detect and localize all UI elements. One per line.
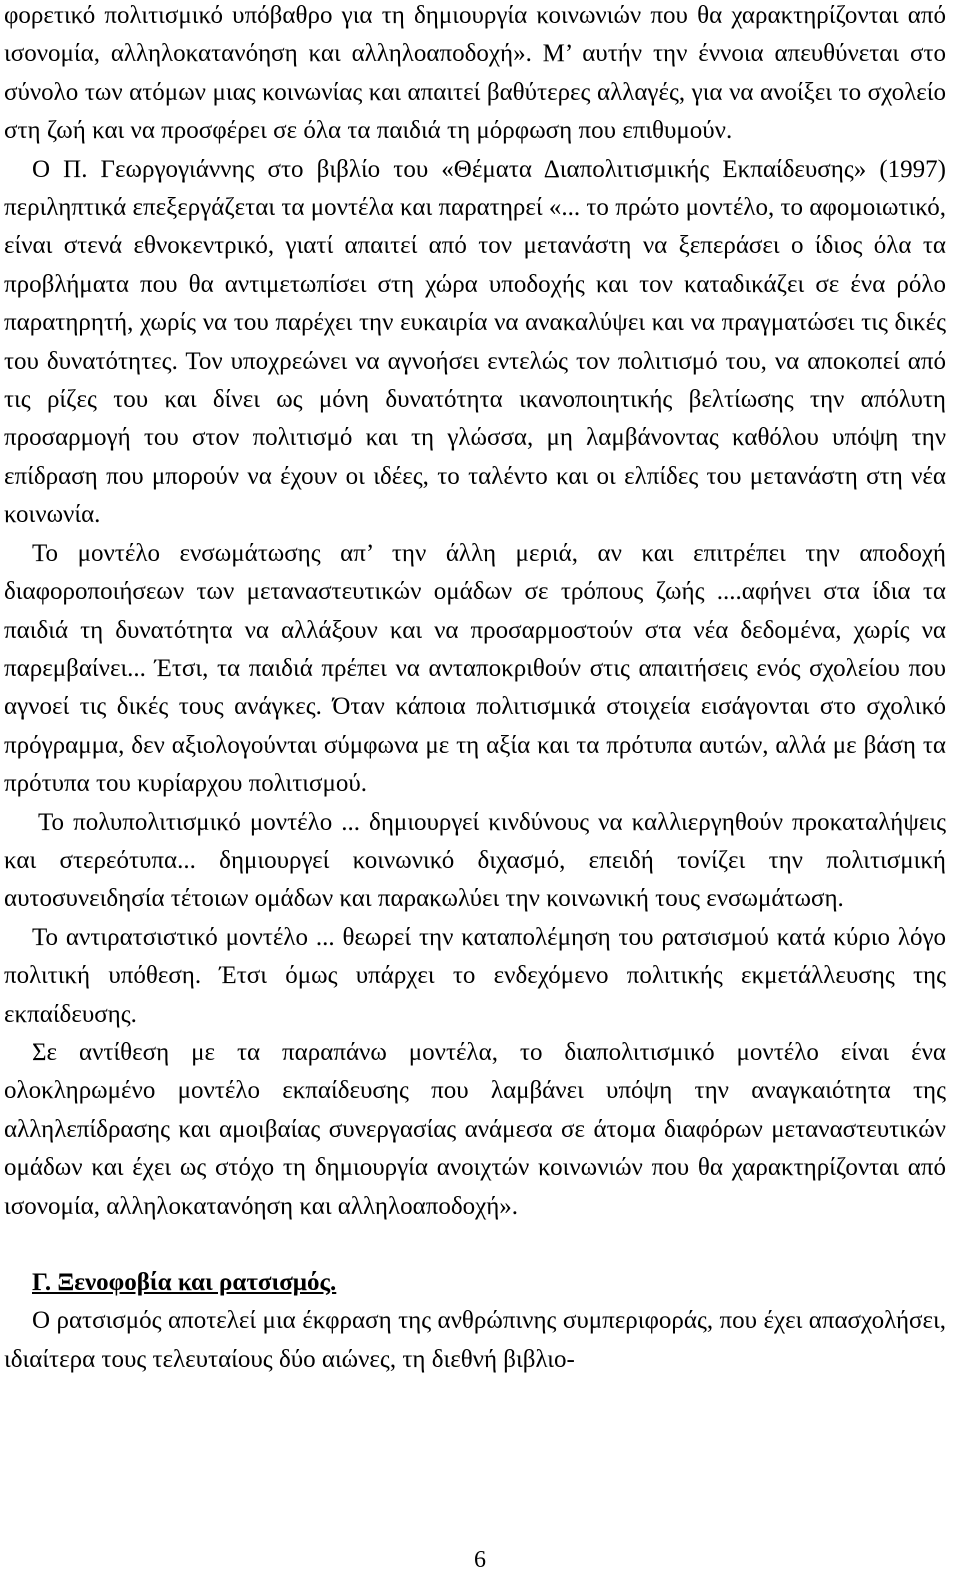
paragraph-antiracist-model: Το αντιρατσιστικό μοντέλο ... θεωρεί την καταπολέμηση του ρατσισμού κατά κύριο λόγο πολιτική υπόθεση. Έτσι όμως υπάρχει το ενδεχόμενο πολιτικής εκμετάλλευσης της εκπαίδευσης. [4, 923, 946, 1028]
page-number: 6 [474, 1547, 486, 1573]
section-heading-text: Γ. Ξενοφοβία και ρατσισμός. [32, 1269, 337, 1296]
paragraph-georgogiannis-models: Ο Π. Γεωργογιάννης στο βιβλίο του «Θέματα Διαπολιτισμικής Εκπαίδευσης» (1997) περιληπτικά επεξεργάζεται τα μοντέλα και παρατηρεί «... το πρώτο μοντέλο, το αφομοιωτικό, είναι στενά εθνοκεντρικό, γιατί απαιτεί από τον μετανάστη να ξεπεράσει ο ίδιος όλα τα προβλήματα που θα αντιμετωπίσει στη χώρα υποδοχής και τον καταδικάζει σε ένα ρόλο παρατηρητή, χωρίς να του παρέχει την ευκαιρία να ανακαλύψει και να πραγματώσει τις δικές του δυνατότητες. Τον υποχρεώνει να αγνοήσει εντελώς τον πολιτισμό του, να αποκοπεί από τις ρίζες του και δίνει ως μόνη δυνατότητα ικανοποιητικής βελτίωσης την απόλυτη προσαρμογή του στον πολιτισμό και τη γλώσσα, μη λαμβάνοντας καθόλου υπόψη την επίδραση που μπορούν να έχουν οι ιδέες, το ταλέντο και οι ελπίδες του μετανάστη στη νέα κοινωνία. [4, 155, 946, 529]
document-page [4, 0, 946, 1379]
paragraph-racism-intro: Ο ρατσισμός αποτελεί μια έκφραση της ανθρώπινης συμπεριφοράς, που έχει απασχολήσει, ιδιαίτερα τους τελευταίους δύο αιώνες, τη διεθνή βιβλιο- [4, 1307, 946, 1373]
paragraph-intro-continuation: φορετικό πολιτισμικό υπόβαθρο για τη δημιουργία κοινωνιών που θα χαρακτηρίζονται από ισονομία, αλληλοκατανόηση και αλληλοαποδοχή». Μ’ αυτήν την έννοια απευθύνεται στο σύνολο των ατόμων μιας κοινωνίας και απαιτεί βαθύτερες αλλαγές, για να ανοίξει το σχολείο στη ζωή και να προσφέρει σε όλα τα παιδιά τη μόρφωση που επιθυμούν. [4, 2, 946, 145]
section-spacer [4, 1226, 946, 1264]
paragraph-integration-model: Το μοντέλο ενσωμάτωσης απ’ την άλλη μεριά, αν και επιτρέπει την αποδοχή διαφοροποιήσεων των μεταναστευτικών ομάδων σε τρόπους ζωής ....αφήνει στα ίδια τα παιδιά τη δυνατότητα να αλλάξουν και να προσαρμοστούν στα νέα δεδομένα, χωρίς να παρεμβαίνει... Έτσι, τα παιδιά πρέπει να ανταποκριθούν στις απαιτήσεις ενός σχολείου που αγνοεί τις δικές τους ανάγκες. Όταν κάποια πολιτισμικά στοιχεία εισάγονται στο σχολικό πρόγραμμα, δεν αξιολογούνται σύμφωνα με τη αξία και τα πρότυπα αυτών, αλλά με βάση τα πρότυπα του κυρίαρχου πολιτισμού. [4, 539, 946, 798]
paragraph-intercultural-model: Σε αντίθεση με τα παραπάνω μοντέλα, το διαπολιτισμικό μοντέλο είναι ένα ολοκληρωμένο μοντέλο εκπαίδευσης που λαμβάνει υπόψη την αναγκαιότητα της αλληλεπίδρασης και αμοιβαίας συνεργασίας ανάμεσα σε άτομα διαφόρων μεταναστευτικών ομάδων και έχει ως στόχο τη δημιουργία ανοιχτών κοινωνιών που θα χαρακτηρίζονται από ισονομία, αλληλοκατανόηση και αλληλοαποδοχή». [4, 1038, 946, 1220]
section-heading [4, 1264, 946, 1302]
paragraph-multicultural-model: Το πολυπολιτισμικό μοντέλο ... δημιουργεί κινδύνους να καλλιεργηθούν προκαταλήψεις και στερεότυπα... δημιουργεί κοινωνικό διχασμό, επειδή τονίζει την πολιτισμική αυτοσυνειδησία τέτοιων ομάδων και παρακωλύει την κοινωνική τους ενσωμάτωση. [4, 808, 946, 913]
